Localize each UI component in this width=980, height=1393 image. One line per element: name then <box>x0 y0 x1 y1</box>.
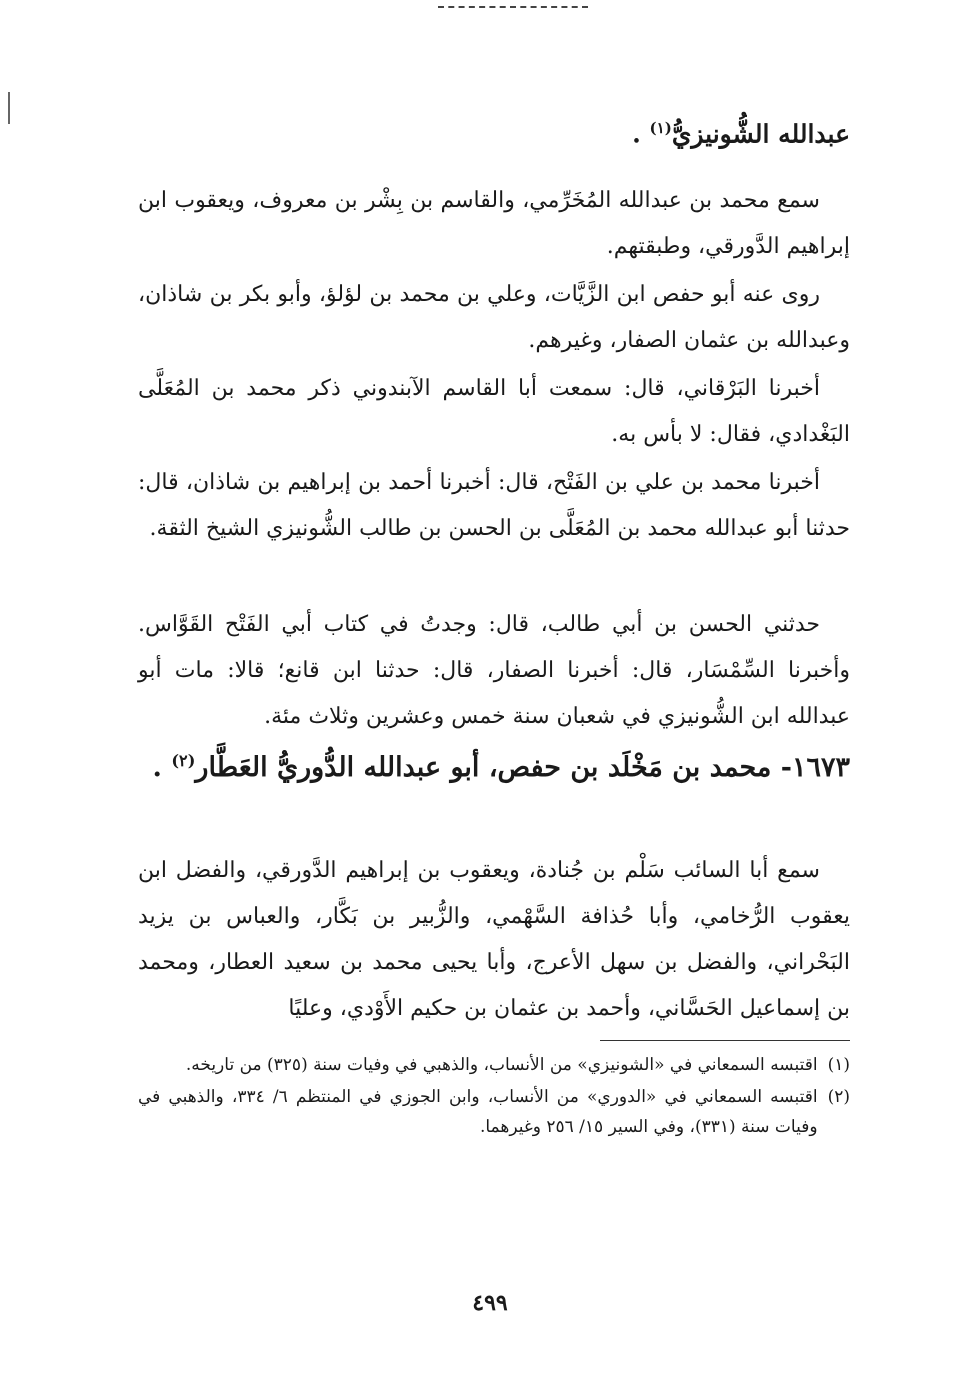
biography-entry-heading <box>138 735 850 794</box>
footnote-text: اقتبسه السمعاني في «الدوري» من الأنساب، وابن الجوزي في المنتظم ٦/ ٣٣٤، والذهبي في وفيات سنة (٣٣١)، وفي السير ١٥/ ٢٥٦ وغيرهما. <box>138 1087 818 1137</box>
footnotes <box>138 1050 850 1144</box>
paragraph: أخبرنا البَرْقاني، قال: سمعت أبا القاسم الآبندوني ذكر محمد بن المُعَلَّى البَغْدادي، فقال: لا بأس به. <box>138 376 850 447</box>
biography-entry-tail: . <box>152 752 172 783</box>
entry-heading-title: عبدالله الشُّونيزيُّ <box>671 119 850 149</box>
footnote-number: (٢) <box>827 1087 850 1107</box>
paragraph: سمع محمد بن عبدالله المُخَرِّمي، والقاسم بن بِشْر بن معروف، ويعقوب ابن إبراهيم الدَّورقي، وطبقتهم. <box>138 188 850 259</box>
page-number: ٤٩٩ <box>472 1290 508 1316</box>
margin-mark <box>8 92 10 124</box>
paragraph: روى عنه أبو حفص ابن الزَّيَّات، وعلي بن محمد بن لؤلؤ، وأبو بكر بن شاذان، وعبدالله بن عثمان الصفار، وغيرهم. <box>138 282 850 353</box>
footnote-text: اقتبسه السمعاني في «الشونيزي» من الأنساب، والذهبي في وفيات سنة (٣٢٥) من تاريخه. <box>185 1055 818 1075</box>
paragraph: أخبرنا محمد بن علي بن الفَتْح، قال: أخبرنا أحمد بن إبراهيم بن شاذان، قال: حدثنا أبو عبدالله محمد بن المُعَلَّى بن الحسن بن طالب الشُّونيزي الشيخ الثقة. <box>138 470 850 541</box>
footnote-separator <box>600 1040 850 1041</box>
footnote-number: (١) <box>827 1055 850 1075</box>
footnote-ref-1[interactable]: (١) <box>649 119 672 137</box>
paragraph: حدثني الحسن بن أبي طالب، قال: وجدتُ في كتاب أبي الفَتْح القَوَّاس. وأخبرنا السِّمْسَار، قال: أخبرنا الصفار، قال: حدثنا ابن قانع؛ قالا: مات أبو عبدالله ابن الشُّونيزي في شعبان سنة خمس وعشرين وثلاث مئة. <box>138 612 850 729</box>
top-rule <box>438 6 588 8</box>
footnote-ref-2[interactable]: (٢) <box>171 751 196 770</box>
entry-heading-tail: . <box>632 119 650 149</box>
paragraph: سمع أبا السائب سَلْم بن جُنادة، ويعقوب بن إبراهيم الدَّورقي، والفضل ابن يعقوب الرُّخامي، وأبا حُذافة السَّهْمي، والزُّبير بن بَكَّار، والعباس بن يزيد البَحْراني، والفضل بن سهل الأعرج، وأبا يحيى محمد بن سعيد العطار، ومحمد بن إسماعيل الحَسَّاني، وأحمد بن عثمان بن حكيم الأَوْدي، وعليًا <box>138 858 850 1021</box>
footnote <box>138 1050 850 1080</box>
footnote <box>138 1082 850 1142</box>
entry-heading <box>138 108 850 154</box>
biography-entry-title: ١٦٧٣- محمد بن مَخْلَد بن حفص، أبو عبدالله الدُّوريُّ العَطَّار <box>195 752 850 783</box>
